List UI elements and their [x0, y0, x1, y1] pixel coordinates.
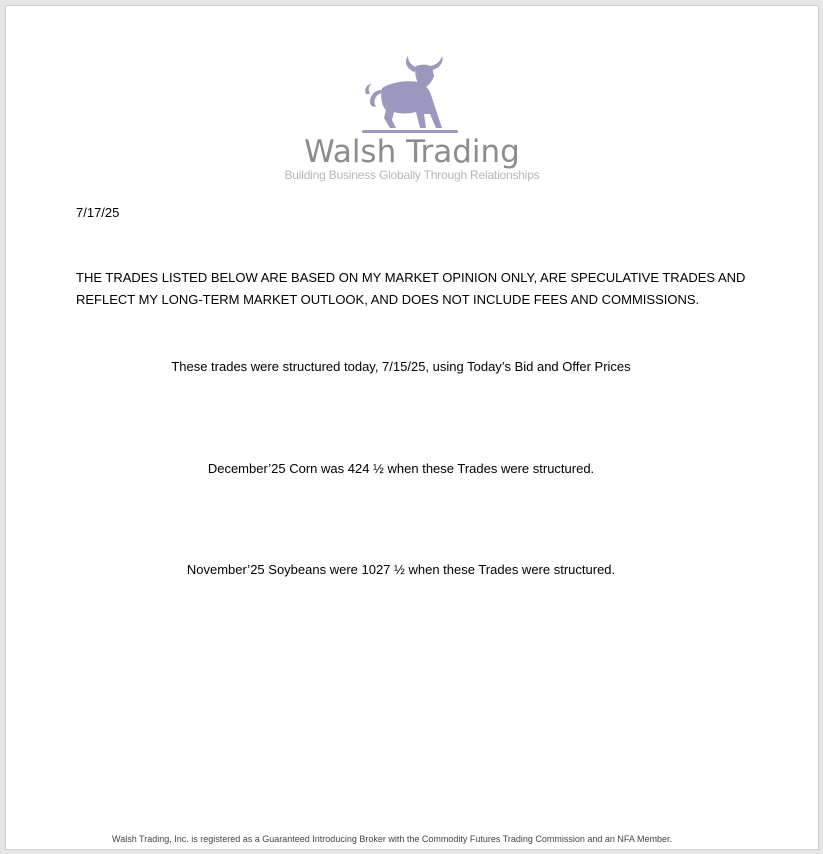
document-date: 7/17/25 [76, 205, 120, 220]
regulatory-footer: Walsh Trading, Inc. is registered as a Guaranteed Introducing Broker with the Commodity Futures Trading Commission and an NFA Member. [112, 834, 672, 844]
soybean-price-note: November’25 Soybeans were 1027 ½ when these Trades were structured. [186, 562, 616, 577]
brand-tagline: Building Business Globally Through Relationships [284, 168, 540, 182]
document-page [5, 5, 819, 850]
disclaimer-paragraph: THE TRADES LISTED BELOW ARE BASED ON MY MARKET OPINION ONLY, ARE SPECULATIVE TRADES AND REFLECT MY LONG-TERM MARKET OUTLOOK, AND DOES NOT INCLUDE FEES AND COMMISSIONS. [76, 270, 746, 307]
logo [6, 54, 818, 134]
corn-price-note: December’25 Corn was 424 ½ when these Trades were structured. [207, 461, 595, 476]
structured-note: These trades were structured today, 7/15/25, using Today’s Bid and Offer Prices [171, 359, 631, 374]
bull-icon [362, 54, 462, 134]
brand-name: Walsh Trading [304, 134, 520, 170]
